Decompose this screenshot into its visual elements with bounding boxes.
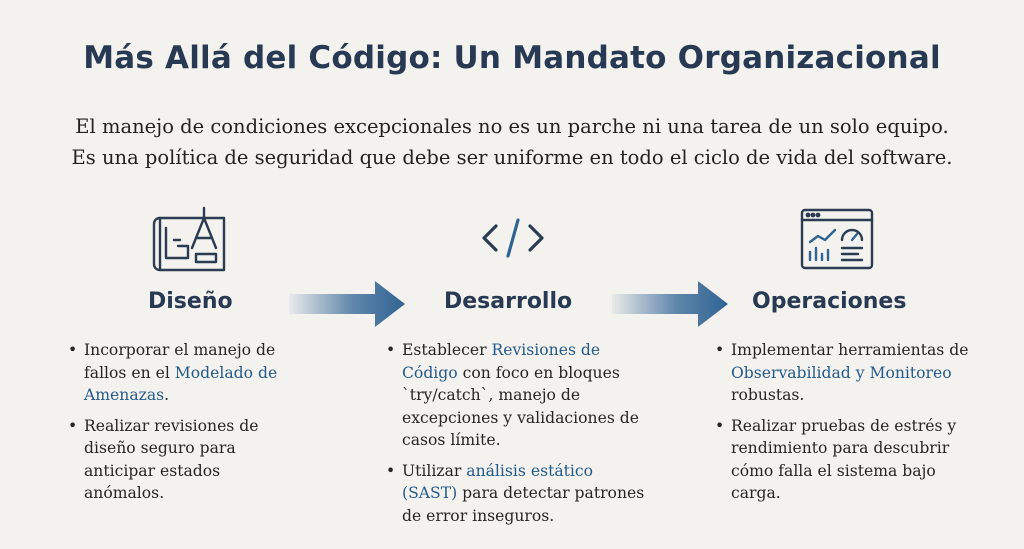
list-item <box>713 339 975 407</box>
operaciones-bullet-list <box>713 339 975 513</box>
code-brackets-icon <box>474 204 554 276</box>
list-item <box>384 339 646 452</box>
blueprint-compass-icon <box>152 204 232 276</box>
bullet-text: Incorporar el manejo de fallos en el <box>84 341 276 382</box>
subtitle-line-2: Es una política de seguridad que debe ser uniforme en todo el ciclo de vida del software. <box>71 146 953 169</box>
highlighted-term: Observabilidad y Monitoreo <box>731 363 952 382</box>
monitoring-dashboard-icon <box>798 204 878 276</box>
bullet-text: Implementar herramientas de <box>731 341 969 359</box>
bullet-text: para detectar patrones de error inseguros. <box>402 484 645 525</box>
bullet-text: Realizar pruebas de estrés y rendimiento para descubrir cómo falla el sistema bajo carga. <box>731 416 957 502</box>
bullet-text: Realizar revisiones de diseño seguro para anticipar estados anómalos. <box>84 416 259 502</box>
column-title-diseno: Diseño <box>148 289 233 314</box>
bullet-text: con foco en bloques `try/catch`, manejo de excepciones y validaciones de casos límite. <box>402 363 639 449</box>
diseno-bullet-list <box>66 339 302 513</box>
bullet-text: . <box>164 386 170 404</box>
bullet-text: Establecer <box>402 341 492 359</box>
highlighted-term: Modelado de Amenazas <box>84 363 278 404</box>
list-item <box>66 415 302 505</box>
bullet-text: Utilizar <box>402 461 467 480</box>
flow-arrow-2 <box>612 281 730 327</box>
list-item <box>713 415 975 505</box>
subtitle-line-1: El manejo de condiciones excepcionales no es un parche ni una tarea de un solo equipo. <box>75 115 949 138</box>
list-item <box>384 460 646 528</box>
column-title-operaciones: Operaciones <box>752 289 907 314</box>
column-title-desarrollo: Desarrollo <box>444 289 573 314</box>
highlighted-term: análisis estático (SAST) <box>402 461 594 502</box>
subtitle <box>30 111 994 173</box>
desarrollo-bullet-list <box>384 339 646 535</box>
list-item <box>66 339 302 407</box>
bullet-text: robustas. <box>731 386 805 404</box>
highlighted-term: Revisiones de Código <box>402 341 601 382</box>
flow-arrow-1 <box>289 281 407 327</box>
page-title: Más Allá del Código: Un Mandato Organizacional <box>83 40 941 76</box>
